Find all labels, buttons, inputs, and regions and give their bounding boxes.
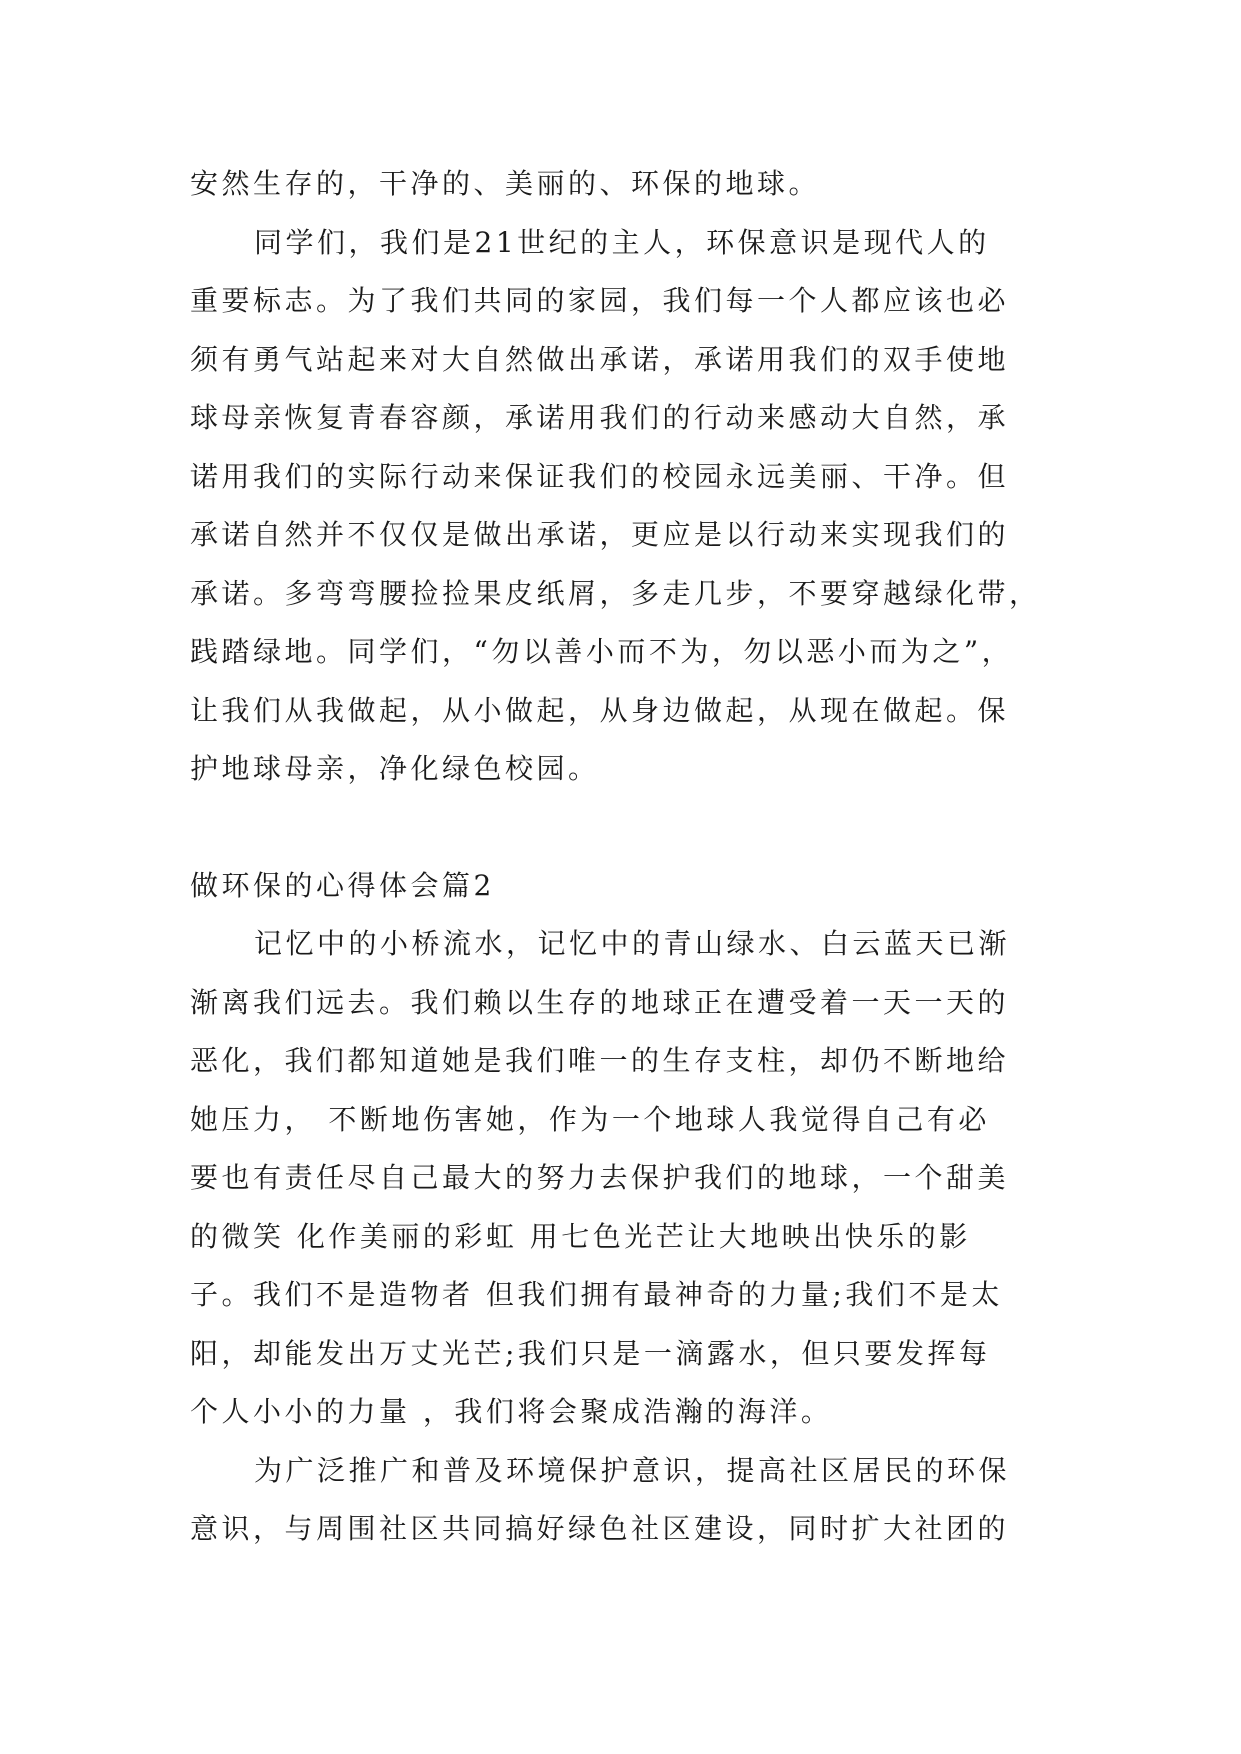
paragraph-line: 要也有责任尽自己最大的努力去保护我们的地球，一个甜美 <box>190 1161 1010 1194</box>
paragraph-line: 个人小小的力量 ，我们将会聚成浩瀚的海洋。 <box>190 1395 833 1428</box>
paragraph-line: 球母亲恢复青春容颜，承诺用我们的行动来感动大自然，承 <box>190 401 1010 434</box>
paragraph-line: 须有勇气站起来对大自然做出承诺，承诺用我们的双手使地 <box>190 342 1010 376</box>
paragraph-line: 诺用我们的实际行动来保证我们的校园永远美丽、干净。但 <box>190 459 1010 493</box>
paragraph-1 <box>190 214 1052 799</box>
paragraph-line: 恶化，我们都知道她是我们唯一的生存支柱，却仍不断地给 <box>190 1044 1010 1077</box>
paragraph-line: 护地球母亲，净化绿色校园。 <box>190 752 600 785</box>
paragraph-3 <box>190 1442 1052 1559</box>
paragraph-line: 记忆中的小桥流水，记忆中的青山绿水、白云蓝天已渐 <box>254 927 1011 960</box>
paragraph-line: 践踏绿地。同学们，“勿以善小而不为，勿以恶小而为之”， <box>190 635 1014 668</box>
paragraph-line: 阳，却能发出万丈光芒;我们只是一滴露水，但只要发挥每 <box>190 1336 991 1370</box>
paragraph-line: 为广泛推广和普及环境保护意识，提高社区居民的环保 <box>254 1453 1011 1487</box>
paragraph-line: 渐离我们远去。我们赖以生存的地球正在遭受着一天一天的 <box>190 985 1010 1019</box>
paragraph-line: 承诺自然并不仅仅是做出承诺，更应是以行动来实现我们的 <box>190 518 1010 551</box>
paragraph-line: 她压力， 不断地伤害她，作为一个地球人我觉得自己有必 <box>190 1102 990 1136</box>
paragraph-2 <box>190 915 1052 1442</box>
section-title: 做环保的心得体会篇2 <box>190 868 495 902</box>
paragraph-line: 同学们，我们是21世纪的主人，环保意识是现代人的 <box>254 225 990 259</box>
paragraph-line: 承诺。多弯弯腰捡捡果皮纸屑，多走几步，不要穿越绿化带， <box>190 576 1041 610</box>
paragraph-line: 让我们从我做起，从小做起，从身边做起，从现在做起。保 <box>190 693 1010 727</box>
paragraph-line: 安然生存的，干净的、美丽的、环保的地球。 <box>190 167 821 200</box>
document-body <box>190 155 1052 1559</box>
section-spacer <box>190 799 1052 857</box>
paragraph-line: 重要标志。为了我们共同的家园，我们每一个人都应该也必 <box>190 284 1010 317</box>
paragraph-line: 的微笑 化作美丽的彩虹 用七色光芒让大地映出快乐的影 <box>190 1219 971 1253</box>
paragraph-line: 意识，与周围社区共同搞好绿色社区建设，同时扩大社团的 <box>190 1512 1010 1545</box>
paragraph-line: 子。我们不是造物者 但我们拥有最神奇的力量;我们不是太 <box>190 1278 1003 1311</box>
